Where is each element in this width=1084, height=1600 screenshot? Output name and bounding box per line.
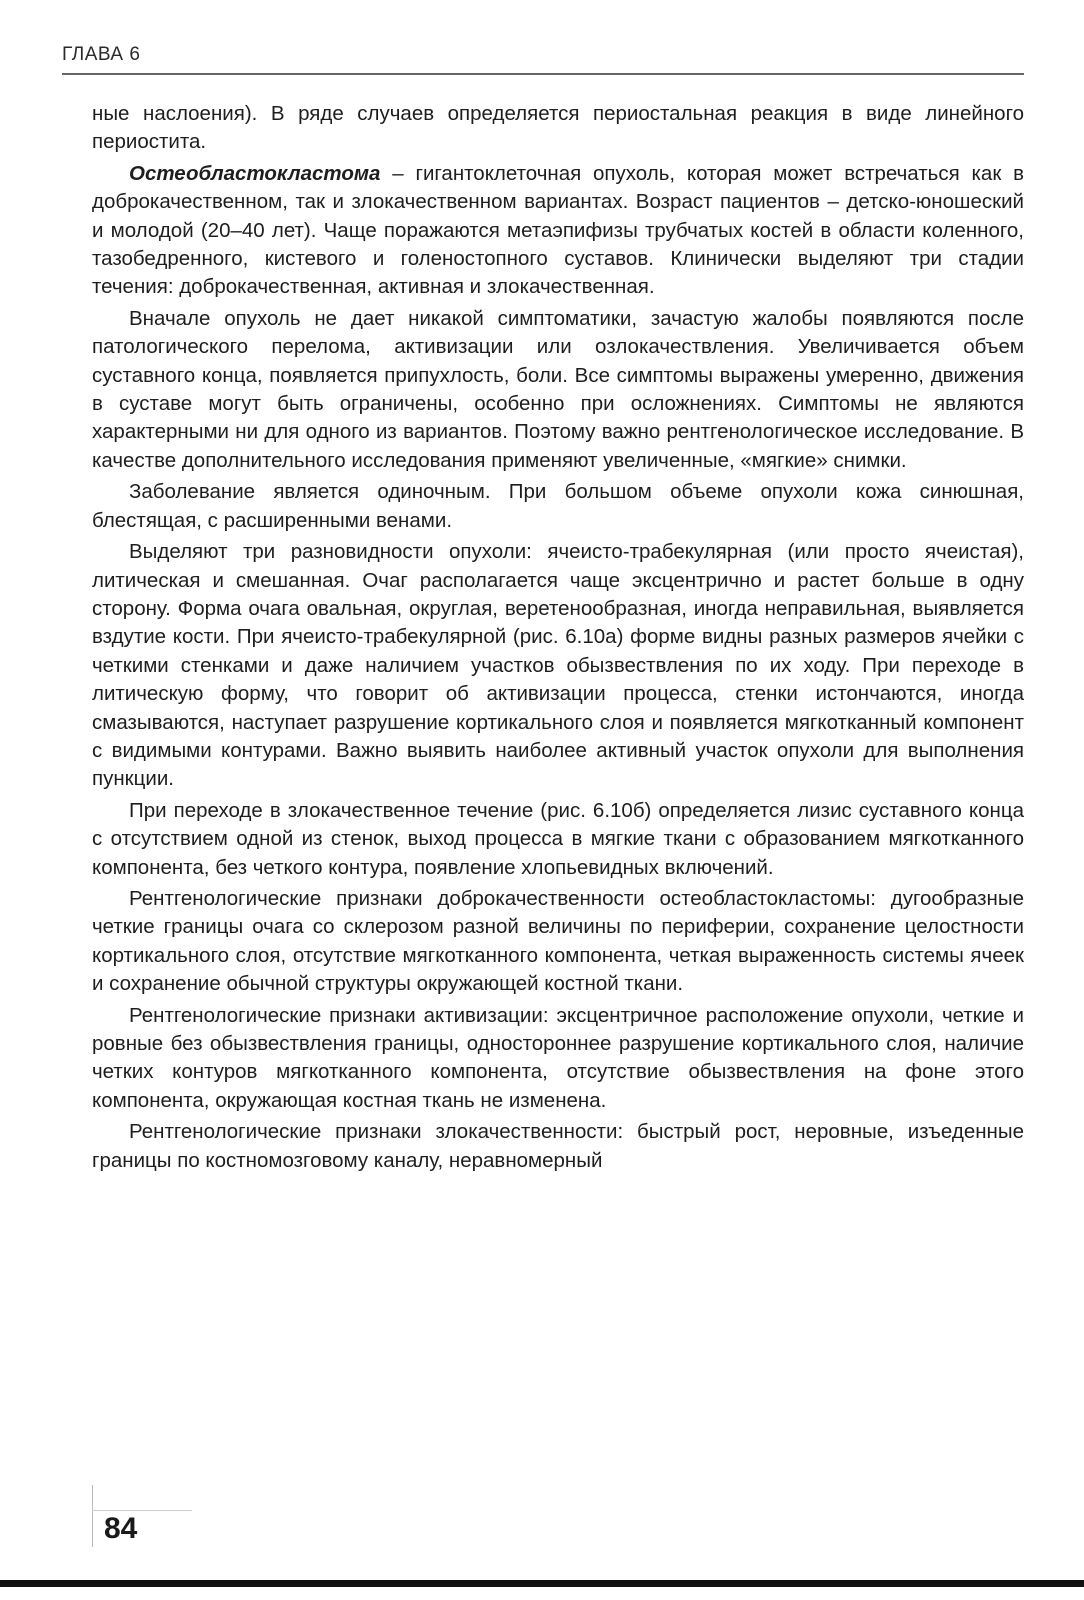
paragraph-varieties: Выделяют три разновидности опухоли: ячеисто-трабекулярная (или просто ячеистая), литическая и смешанная. Очаг располагается чаще эксцентрично и растет больше в одну сторону. Форма очага овальная, округлая, веретенообразная, иногда неправильная, выявляется вздутие кости. При ячеисто-трабекулярной (рис. 6.10а) форме видны разных размеров ячейки с четкими стенками и даже наличием участков обызвествления по их ходу. При переходе в литическую форму, что говорит об активизации процесса, стенки истончаются, иногда смазываются, наступает разрушение кортикального слоя и появляется мягкотканный компонент с видимыми контурами. Важно выявить наиболее активный участок опухоли для выполнения пункции. <box>92 540 1024 791</box>
header-rule <box>62 73 1024 75</box>
paragraph-malignant-transition: При переходе в злокачественное течение (рис. 6.10б) определяется лизис суставного конца с отсутствием одной из стенок, выход процесса в мягкие ткани с образованием мягкотканного компонента, без четкого контура, появление хлопьевидных включений. <box>92 798 1024 879</box>
paragraph-osteoblastoclastoma <box>92 160 1024 302</box>
page-number: 84 <box>104 1512 138 1545</box>
paragraph-malignancy-signs: Рентгенологические признаки злокачественности: быстрый рост, неровные, изъеденные границы по костномозговому каналу, неравномерный <box>92 1120 1024 1172</box>
paragraph-symptoms: Вначале опухоль не дает никакой симптоматики, зачастую жалобы появляются после патологического перелома, активизации или озлокачествления. Увеличивается объем суставного конца, появляется припухлость, боли. Все симптомы выражены умеренно, движения в суставе могут быть ограничены, особенно при осложнениях. Симптомы не являются характерными ни для одного из вариантов. Поэтому важно рентгенологическое исследование. В качестве дополнительного исследования применяют увеличенные, «мягкие» снимки. <box>92 306 1024 472</box>
folio-mark-vertical <box>92 1485 93 1547</box>
term-osteoblastoclastoma: Остеобластокластома <box>129 161 381 185</box>
paragraph-benign-signs: Рентгенологические признаки доброкачественности остеобластокластомы: дугообразные четкие границы очага со склерозом разной величины по периферии, сохранение целостности кортикального слоя, отсутствие мягкотканного компонента, четкая выраженность системы ячеек и сохранение обычной структуры окружающей костной ткани. <box>92 886 1024 996</box>
body-text <box>92 100 1024 1178</box>
paragraph-continuation: ные наслоения). В ряде случаев определяется периостальная реакция в виде линейного периостита. <box>92 102 1024 154</box>
folio-mark-horizontal <box>92 1510 192 1511</box>
paragraph-single: Заболевание является одиночным. При большом объеме опухоли кожа синюшная, блестящая, с расширенными венами. <box>92 480 1024 532</box>
paragraph-activation-signs: Рентгенологические признаки активизации: эксцентричное расположение опухоли, четкие и ровные без обызвествления границы, одностороннее разрушение кортикального слоя, наличие четких контуров мягкотканного компонента, отсутствие обызвествления на фоне этого компонента, окружающая костная ткань не изменена. <box>92 1003 1024 1112</box>
running-header: ГЛАВА 6 <box>62 44 141 65</box>
bottom-border <box>0 1580 1084 1587</box>
paragraph-text: – гигантоклеточная опухоль, которая может встречаться как в доброкачественном, так и злокачественном вариантах. Возраст пациентов – детско-юношеский и молодой (20–40 лет). Чаще поражаются метаэпифизы трубчатых костей в области коленного, тазобедренного, кистевого и голеностопного суставов. Клинически выделяют три стадии течения: доброкачественная, активная и злокачественная. <box>92 161 1024 299</box>
